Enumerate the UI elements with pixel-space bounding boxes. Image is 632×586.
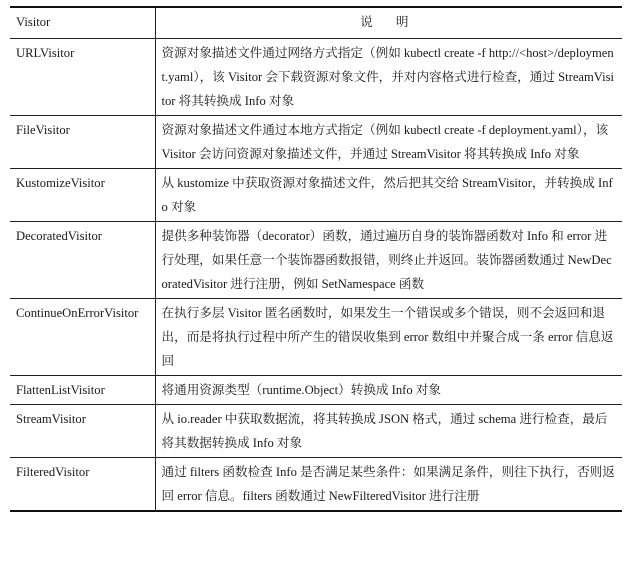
visitor-description: 通过 filters 函数检查 Info 是否满足某些条件：如果满足条件，则往下执行，否则返回 error 信息。filters 函数通过 NewFilteredVisitor 进行注册 [155,458,622,512]
visitor-description: 从 io.reader 中获取数据流，将其转换成 JSON 格式，通过 schema 进行检查，最后将其数据转换成 Info 对象 [155,405,622,458]
visitor-name: FilteredVisitor [10,458,155,512]
table-row [10,376,622,405]
visitor-description: 在执行多层 Visitor 匿名函数时，如果发生一个错误或多个错误，则不会返回和退出，而是将执行过程中所产生的错误收集到 error 数组中并聚合成一条 error 信息返回 [155,299,622,376]
visitor-name: FileVisitor [10,116,155,169]
visitor-name: URLVisitor [10,39,155,116]
visitor-description: 从 kustomize 中获取资源对象描述文件，然后把其交给 StreamVisitor，并转换成 Info 对象 [155,169,622,222]
header-visitor: Visitor [10,7,155,39]
header-description: 说 明 [155,7,622,39]
visitor-name: StreamVisitor [10,405,155,458]
header-row [10,7,622,39]
table-row [10,299,622,376]
table-row [10,222,622,299]
visitor-name: DecoratedVisitor [10,222,155,299]
visitor-description: 资源对象描述文件通过本地方式指定（例如 kubectl create -f deployment.yaml），该 Visitor 会访问资源对象描述文件，并通过 StreamVisitor 将其转换成 Info 对象 [155,116,622,169]
visitor-table [10,6,622,512]
visitor-name: ContinueOnErrorVisitor [10,299,155,376]
table-row [10,458,622,512]
visitor-description: 将通用资源类型（runtime.Object）转换成 Info 对象 [155,376,622,405]
visitor-description: 提供多种装饰器（decorator）函数，通过遍历自身的装饰器函数对 Info 和 error 进行处理，如果任意一个装饰器函数报错，则终止并返回。装饰器函数通过 NewDecoratedVisitor 进行注册，例如 SetNamespace 函数 [155,222,622,299]
visitor-name: FlattenListVisitor [10,376,155,405]
table-row [10,169,622,222]
visitor-description: 资源对象描述文件通过网络方式指定（例如 kubectl create -f http://<host>/deployment.yaml），该 Visitor 会下载资源对象文件，并对内容格式进行检查，通过 StreamVisitor 将其转换成 Info 对象 [155,39,622,116]
visitor-name: KustomizeVisitor [10,169,155,222]
table-row [10,39,622,116]
table-row [10,116,622,169]
table-row [10,405,622,458]
